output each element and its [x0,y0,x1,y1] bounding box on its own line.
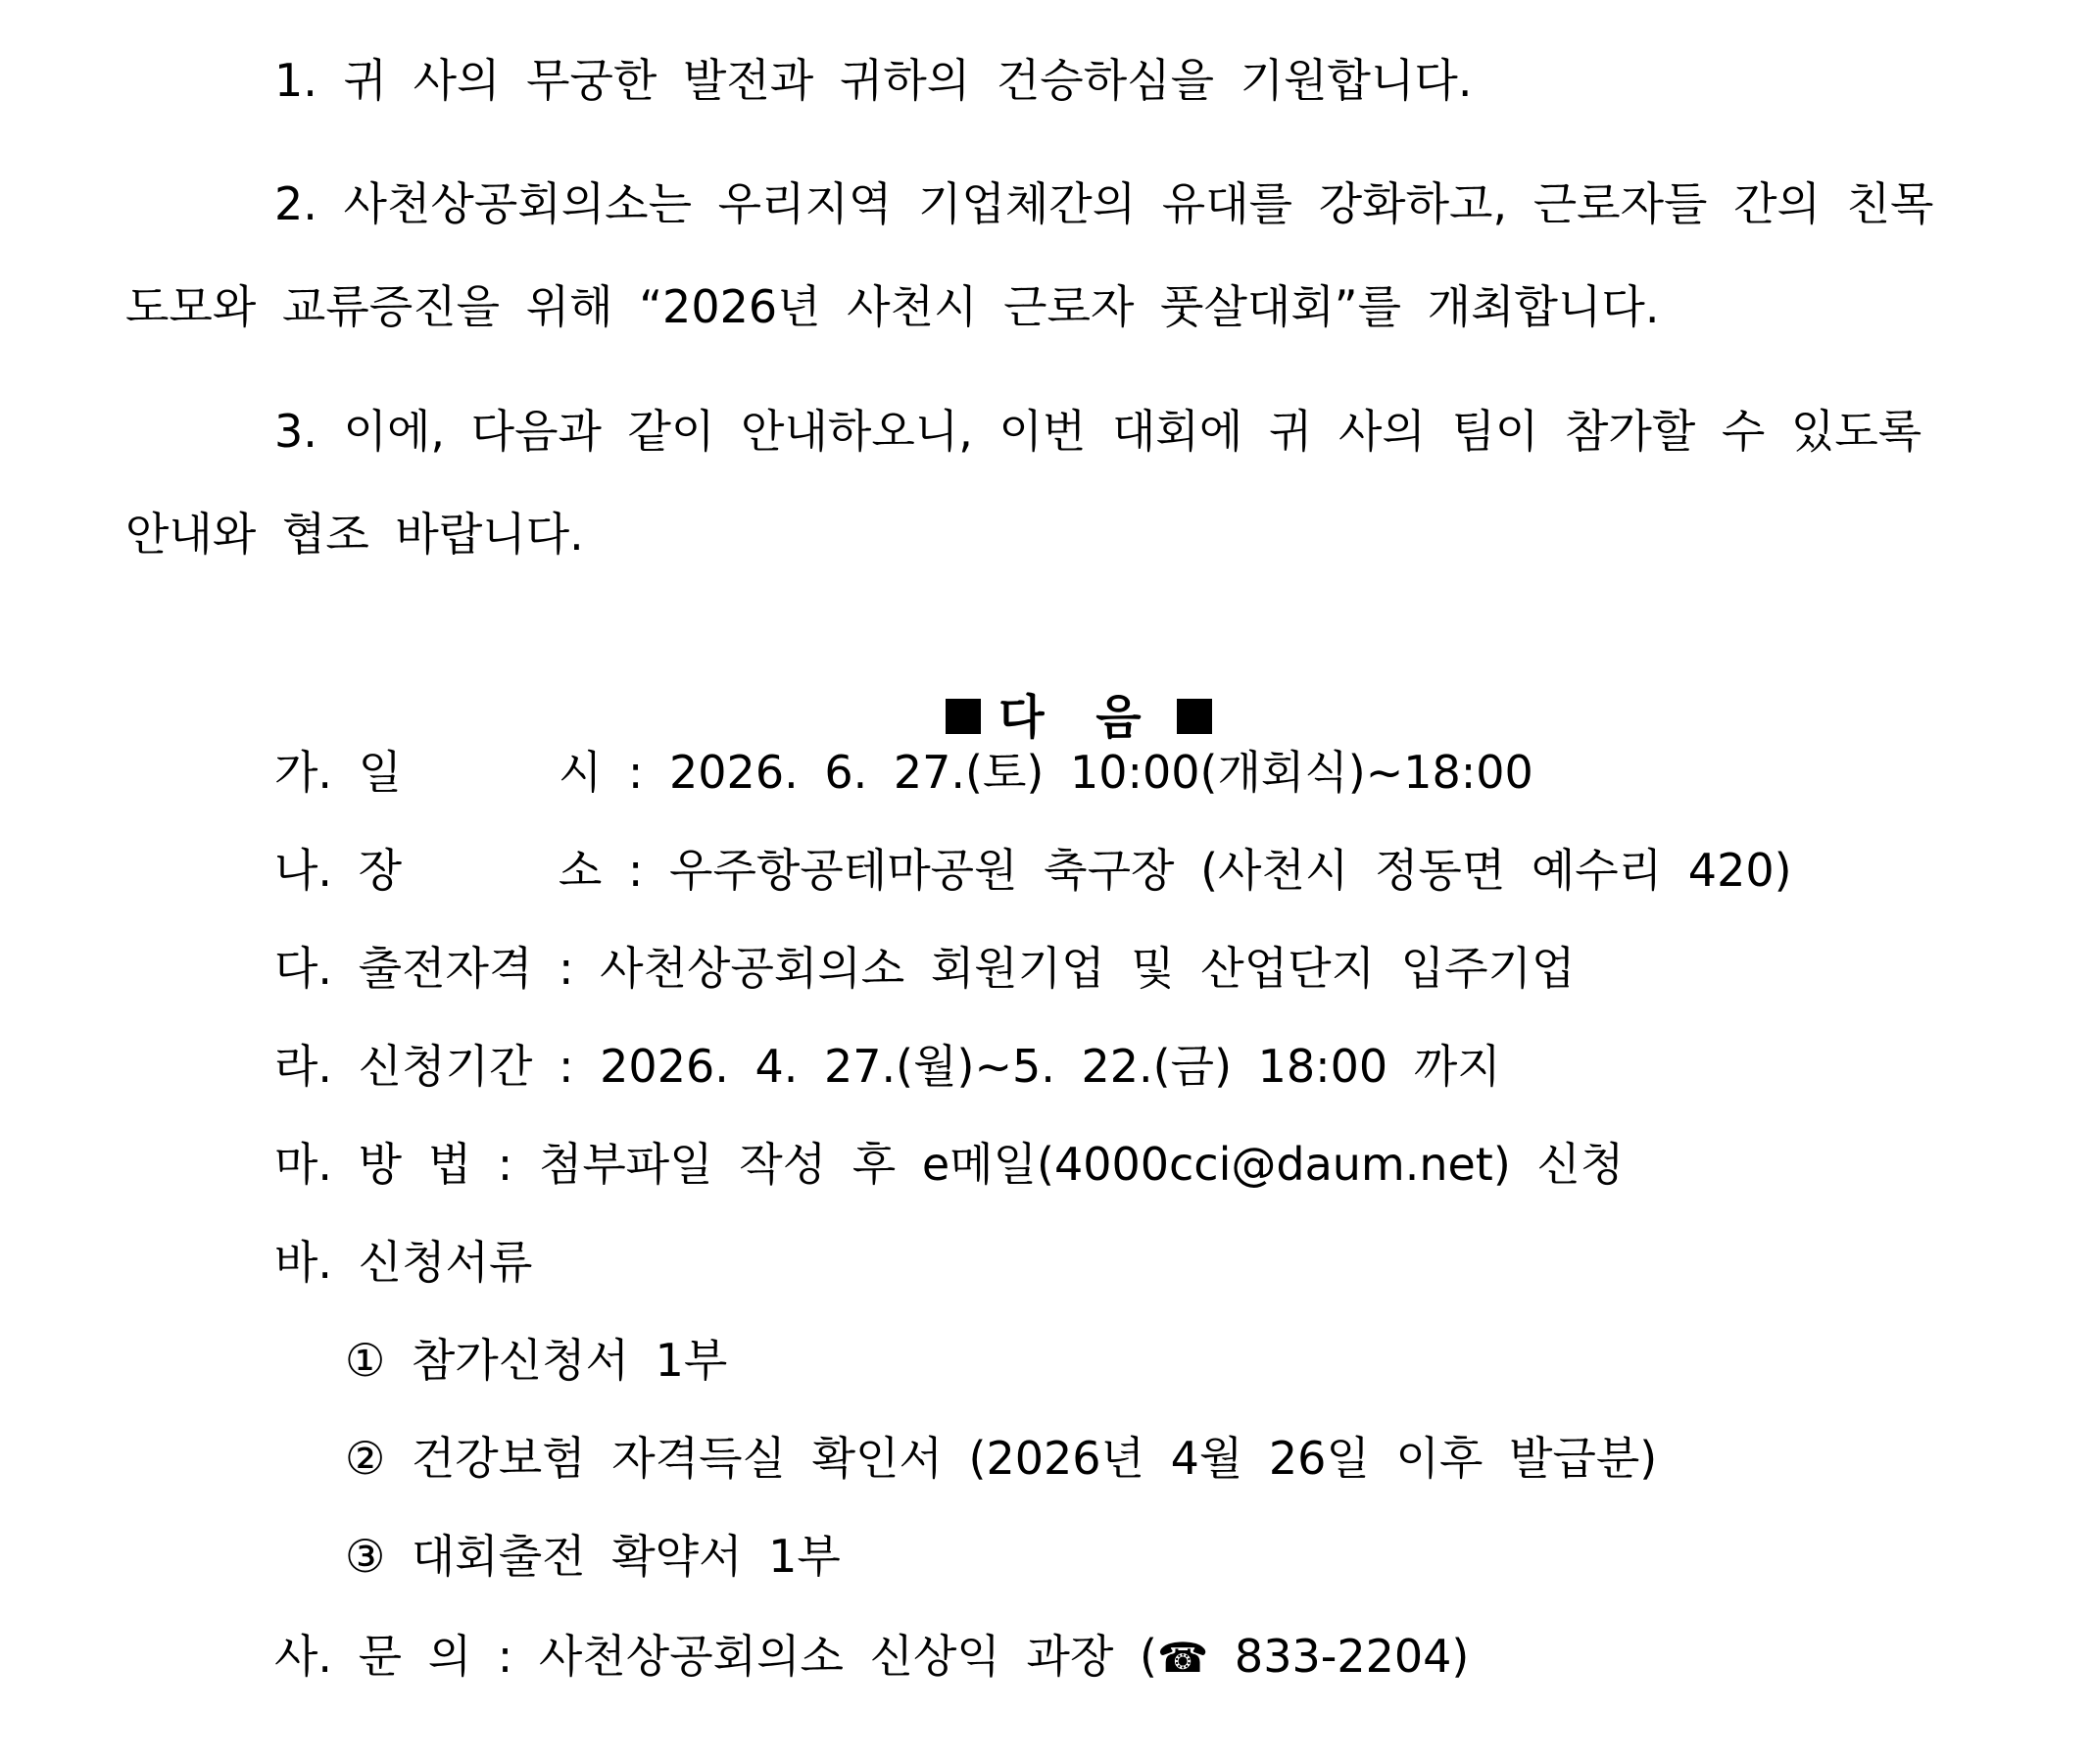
inquiry-text: 사. 문 의 : 사천상공회의소 신상익 과장 ( [274,1630,1157,1683]
item-date: 가. 일 시 : 2026. 6. 27.(토) 10:00(개회식)~18:00 [274,746,1533,799]
item-venue: 나. 장 소 : 우주항공테마공원 축구장 (사천시 정동면 예수리 420) [274,844,1792,897]
black-square-icon [1177,699,1212,734]
item-method: 마. 방 법 : 첨부파일 작성 후 e메일(4000cci@daum.net) 신청 [274,1138,1625,1191]
item-period: 라. 신청기간 : 2026. 4. 27.(월)~5. 22.(금) 18:00 까지 [274,1040,1501,1093]
paragraph-1: 1. 귀 사의 무궁한 발전과 귀하의 건승하심을 기원합니다. [274,54,1473,107]
item-inquiry [274,1627,1469,1688]
item-eligibility: 다. 출전자격 : 사천상공회의소 회원기업 및 산업단지 입주기업 [274,942,1576,995]
document-item-1: ① 참가신청서 1부 [345,1334,728,1387]
paragraph-2-line-2: 도모와 교류증진을 위해 “2026년 사천시 근로자 풋살대회”를 개최합니다. [125,280,1660,333]
black-square-icon [946,699,981,734]
telephone-icon: ☎ [1156,1634,1209,1682]
paragraph-2-line-1: 2. 사천상공회의소는 우리지역 기업체간의 유대를 강화하고, 근로자들 간의 친목 [274,177,1934,230]
document-item-2: ② 건강보험 자격득실 확인서 (2026년 4월 26일 이후 발급분) [345,1432,1658,1485]
paragraph-3-line-2: 안내와 협조 바랍니다. [125,508,584,561]
heading-text: 다 음 [998,690,1159,745]
item-documents: 바. 신청서류 [274,1236,533,1289]
document-item-3: ③ 대회출전 확약서 1부 [345,1530,841,1583]
inquiry-phone: 833-2204) [1234,1630,1470,1683]
paragraph-3-line-1: 3. 이에, 다음과 같이 안내하오니, 이번 대회에 귀 사의 팀이 참가할 수 있도록 [274,405,1922,458]
